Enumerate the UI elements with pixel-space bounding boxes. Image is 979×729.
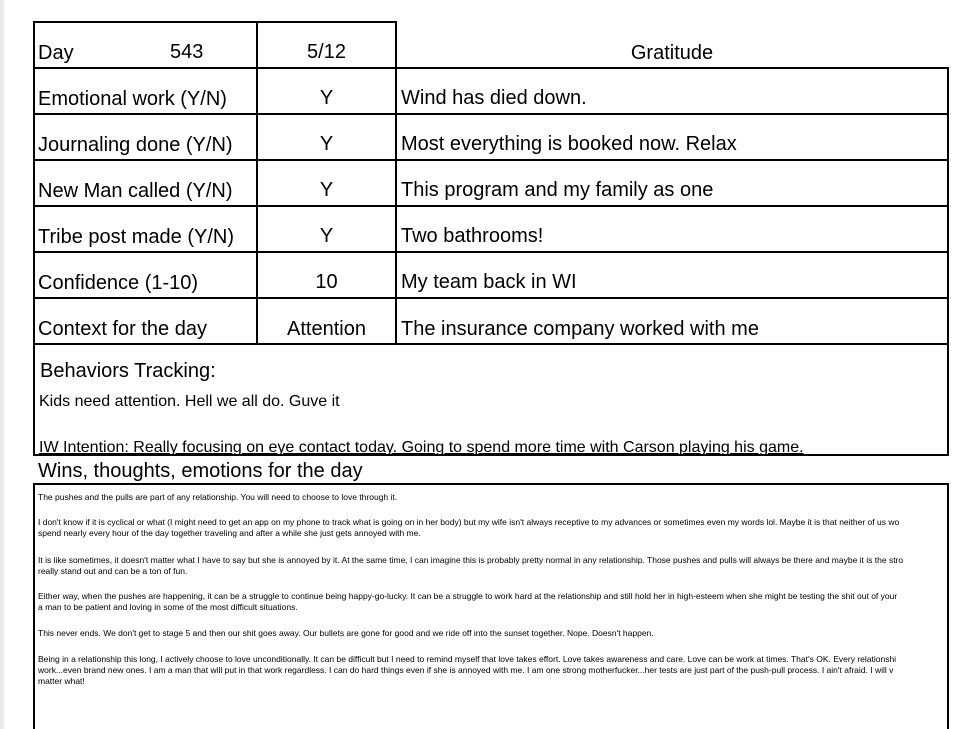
gratitude-item-1: Wind has died down. [401, 87, 587, 109]
gratitude-item-2: Most everything is booked now. Relax [401, 133, 737, 155]
row-value-context: Attention [287, 318, 366, 340]
wins-paragraph-5: This never ends. We don't get to stage 5 and then our shit goes away. Our bullets are gone for good and we ride off into the sunset together. Nope. Doesn't happen. [38, 628, 654, 638]
row-value-emotional-work: Y [319, 87, 334, 109]
behaviors-title: Behaviors Tracking: [40, 360, 216, 382]
row-label-confidence: Confidence (1-10) [38, 272, 199, 294]
row-label-new-man-called: New Man called (Y/N) [38, 180, 233, 202]
day-label: Day [38, 42, 74, 64]
gratitude-item-3: This program and my family as one [401, 179, 714, 201]
left-edge-strip [0, 0, 4, 729]
gratitude-item-6: The insurance company worked with me [401, 318, 759, 340]
row-label-emotional-work: Emotional work (Y/N) [38, 88, 227, 110]
row-label-context: Context for the day [38, 318, 207, 340]
row-label-journaling: Journaling done (Y/N) [38, 134, 233, 156]
date-value: 5/12 [307, 41, 346, 63]
gratitude-item-5: My team back in WI [401, 271, 577, 293]
intention-text: IW Intention: Really focusing on eye contact today. Going to spend more time with Carson playing his game. [39, 440, 804, 455]
gratitude-header: Gratitude [630, 42, 714, 64]
row-value-tribe-post: Y [319, 225, 334, 247]
wins-paragraph-4: Either way, when the pushes are happening, it can be a struggle to continue being happy-go-lucky. It can be a struggle to work hard at the relationship and still hold her in high-esteem when she might be testing the shit out of your a man to be patient and loving in some of the most difficult situations. [38, 591, 898, 612]
wins-title: Wins, thoughts, emotions for the day [38, 460, 363, 482]
wins-paragraph-6: Being in a relationship this long, I actively choose to love unconditionally. It can be difficult but I need to remind myself that love takes effort. Love takes awareness and care. Love can be work at times. That's OK. Every relationshi work...even brand new ones. I am a man that will put in that work regardless. I can do hard things even if she is annoyed with me. I am one strong motherfucker...her tests are just part of the push-pull process. I ain't afraid. I will v matter what! [38, 654, 897, 686]
day-number: 543 [170, 41, 204, 63]
behaviors-text: Kids need attention. Hell we all do. Guve it [39, 393, 340, 410]
wins-paragraph-2: I don't know if it is cyclical or what (I might need to get an app on my phone to track what is going on in her body) but my wife isn't always receptive to my advances or sometimes even my words lol. Maybe it is that neither of us wo spend nearly every hour of the day together traveling and after a while she just gets annoyed with me. [38, 517, 900, 538]
row-value-confidence: 10 [315, 271, 338, 293]
wins-paragraph-1: The pushes and the pulls are part of any relationship. You will need to choose to love through it. [38, 492, 398, 502]
row-value-journaling: Y [319, 133, 334, 155]
row-label-tribe-post: Tribe post made (Y/N) [38, 226, 234, 248]
wins-paragraph-3: It is like sometimes, it doesn't matter what I have to say but she is annoyed by it. At the same time, I can imagine this is probably pretty normal in any relationship. Those pushes and pulls will always be there and maybe it is the stro really stand out and can be a ton of fun. [38, 555, 904, 576]
row-value-new-man-called: Y [319, 179, 334, 201]
gratitude-item-4: Two bathrooms! [401, 225, 544, 247]
